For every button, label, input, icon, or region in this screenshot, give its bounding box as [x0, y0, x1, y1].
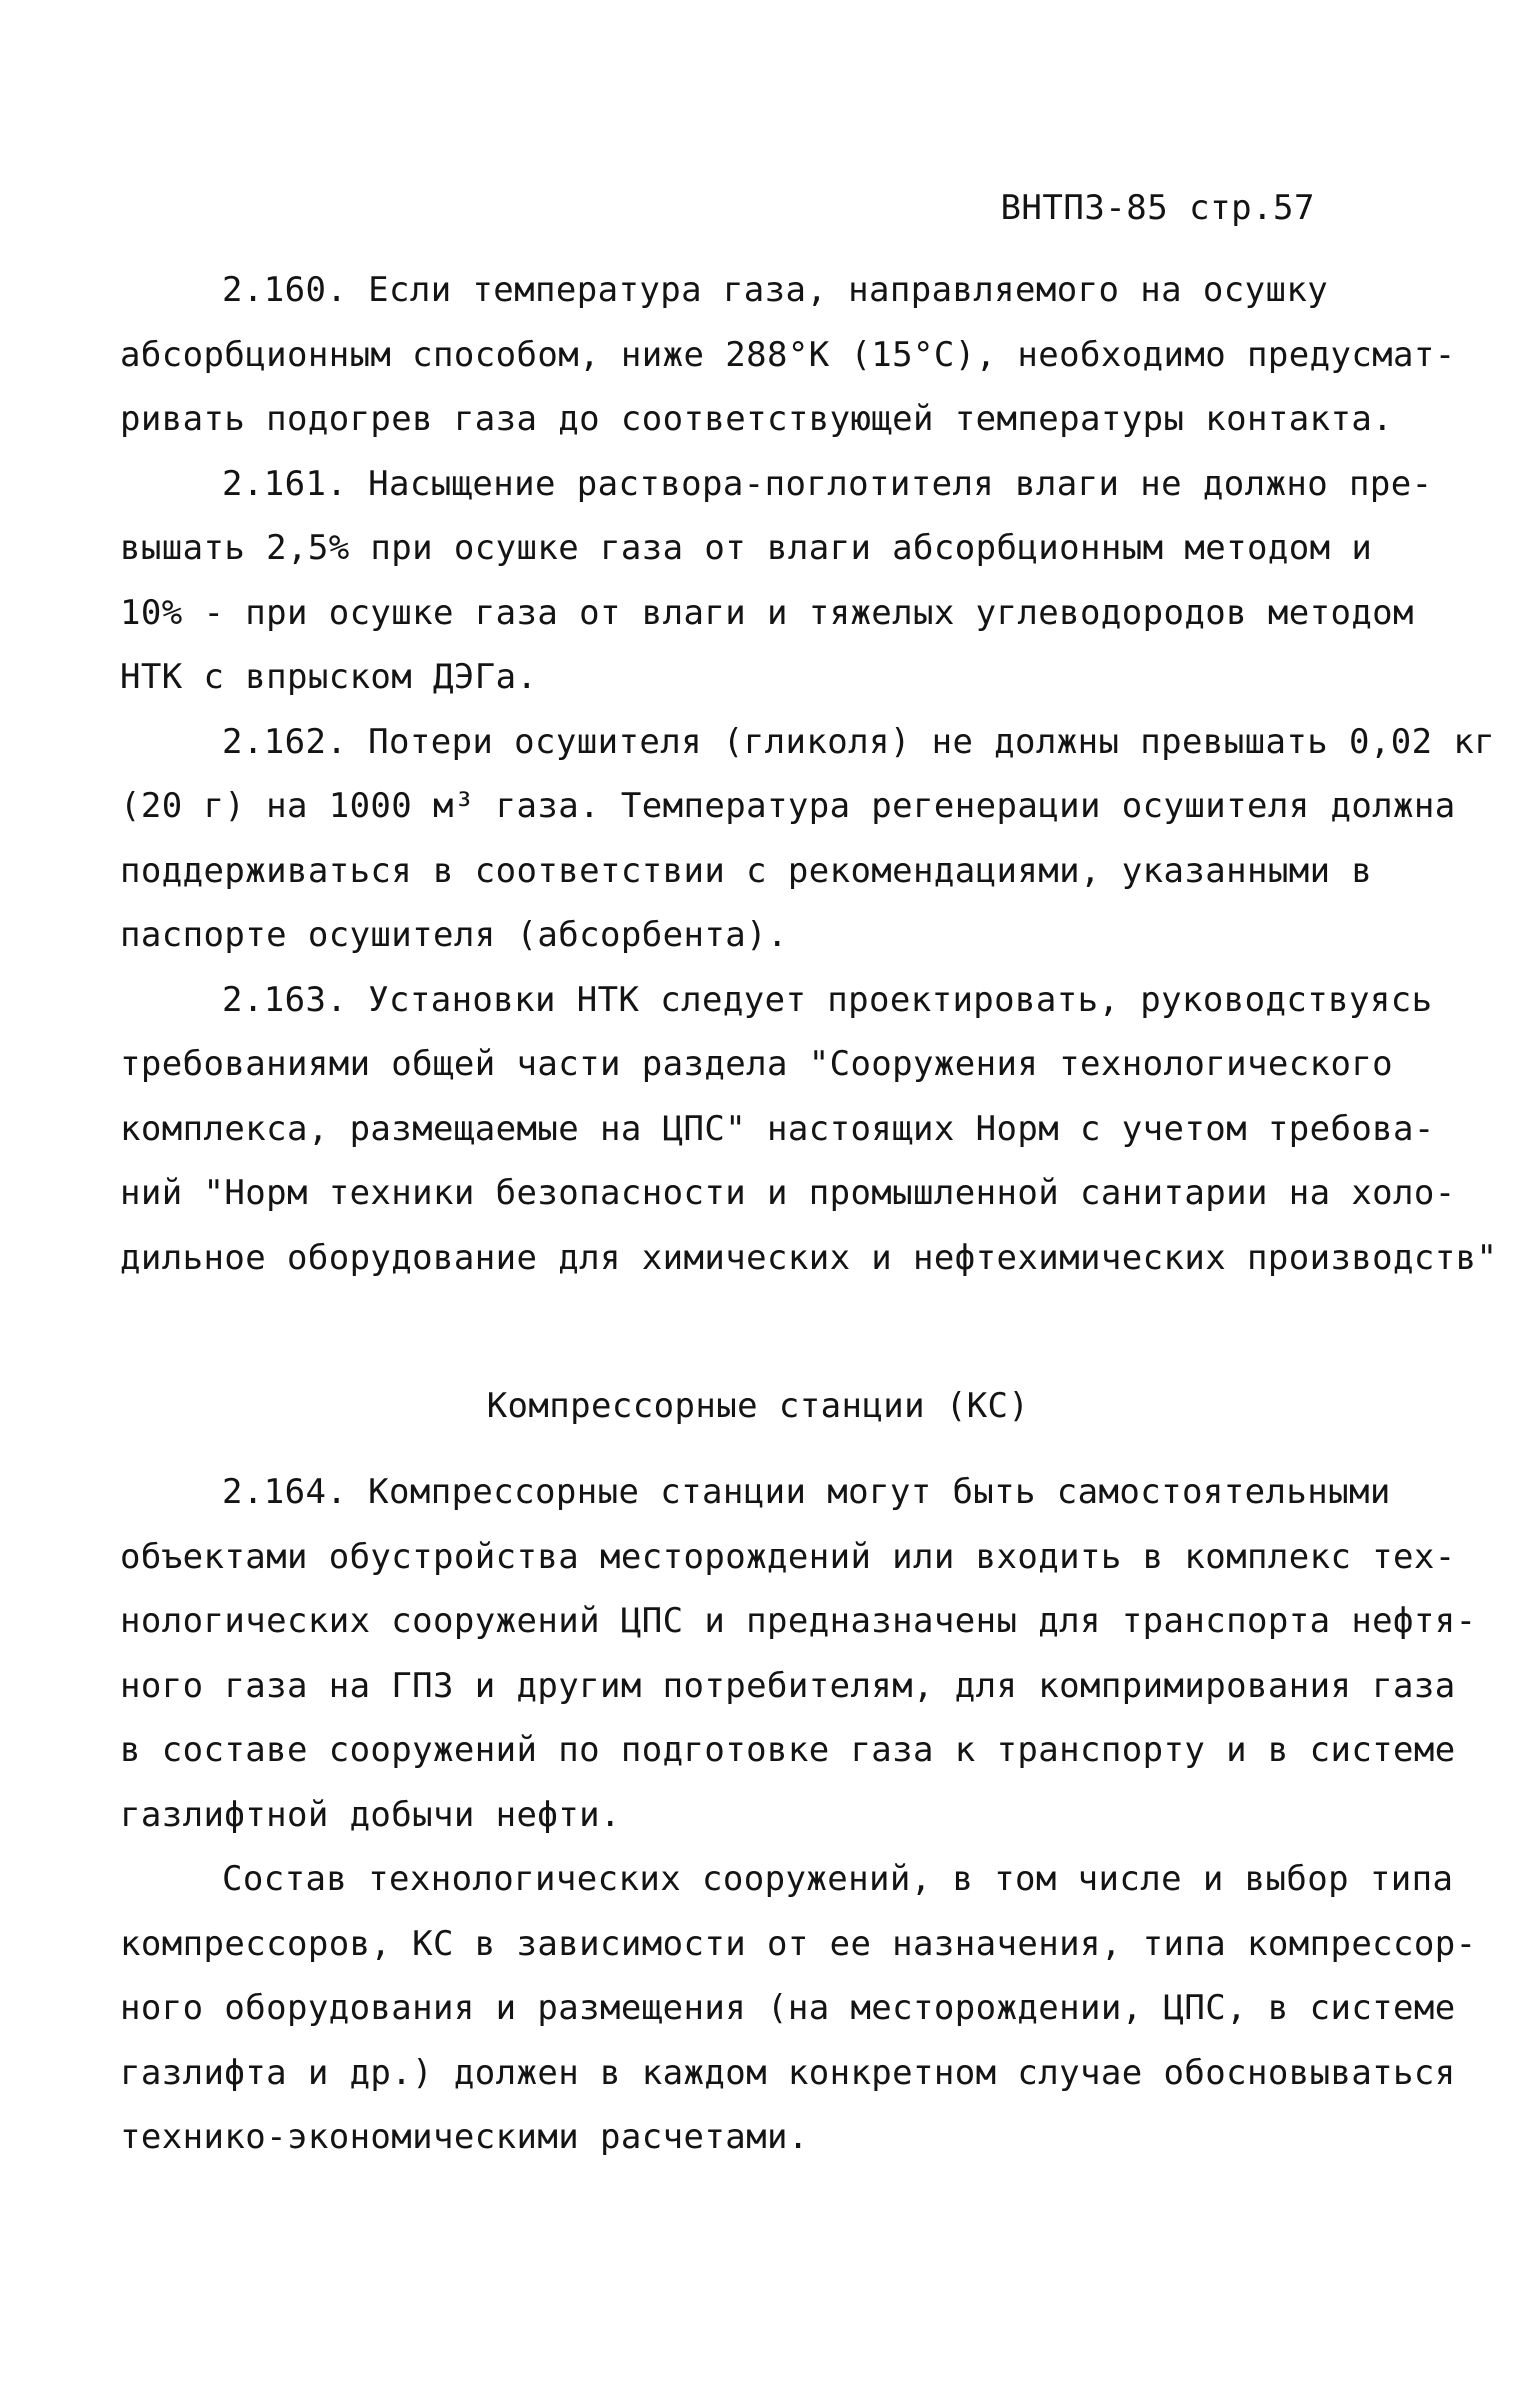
text-block-lower [120, 1460, 1477, 2170]
paragraph-composition-line: ного оборудования и размещения (на месторождении, ЦПС, в системе [120, 1988, 1456, 2028]
paragraph-2-162-line: 2.162. Потери осушителя (гликоля) не должны превышать 0,02 кг [222, 721, 1496, 762]
paragraph-2-164-line: 2.164. Компрессорные станции могут быть самостоятельными [222, 1472, 1391, 1512]
paragraph-2-164-line: нологических сооружений ЦПС и предназначены для транспорта нефтя- [120, 1601, 1477, 1641]
paragraph-2-164-line: в составе сооружений по подготовке газа к транспорту и в системе [120, 1730, 1456, 1770]
paragraph-2-164-line: ного газа на ГПЗ и другим потребителям, для компримирования газа [120, 1665, 1456, 1706]
paragraph-2-160-line: абсорбционным способом, ниже 288°К (15°С), необходимо предусмат- [120, 334, 1456, 375]
paragraph-2-161-line: НТК с впрыском ДЭГа. [120, 657, 538, 697]
paragraph-2-163-line: требованиями общей части раздела "Сооружения технологического [120, 1044, 1394, 1084]
paragraph-2-162-line: (20 г) на 1000 м³ газа. Температура регенерации осушителя должна [120, 786, 1456, 826]
paragraph-composition-line: компрессоров, КС в зависимости от ее назначения, типа компрессор- [120, 1923, 1477, 1964]
paragraph-2-163-line: ний "Норм техники безопасности и промышленной санитарии на холо- [120, 1173, 1456, 1213]
paragraph-2-160-line: ривать подогрев газа до соответствующей температуры контакта. [120, 399, 1394, 439]
paragraph-2-162-line: паспорте осушителя (абсорбента). [120, 915, 788, 955]
paragraph-2-161-line: вышать 2,5% при осушке газа от влаги абсорбционным методом и [120, 528, 1373, 568]
paragraph-2-162-line: поддерживаться в соответствии с рекомендациями, указанными в [120, 850, 1373, 891]
paragraph-2-163-line: дильное оборудование для химических и нефтехимических производств" [120, 1237, 1498, 1278]
section-heading: Компрессорные станции (КС) [486, 1386, 1030, 1426]
paragraph-2-164-line: газлифтной добычи нефти. [120, 1794, 621, 1835]
paragraph-2-161-line: 2.161. Насыщение раствора-поглотителя влаги не должно пре- [222, 463, 1433, 504]
paragraph-composition-line: технико-экономическими расчетами. [120, 2117, 809, 2157]
paragraph-composition-line: Состав технологических сооружений, в том числе и выбор типа [222, 1859, 1454, 1899]
paragraph-2-164-line: объектами обустройства месторождений или входить в комплекс тех- [120, 1536, 1456, 1577]
paragraph-2-160-line: 2.160. Если температура газа, направляемого на осушку [222, 270, 1329, 310]
text-block-upper [120, 258, 1498, 1290]
paragraph-2-163-line: 2.163. Установки НТК следует проектировать, руководствуясь [222, 979, 1433, 1020]
paragraph-2-161-line: 10% - при осушке газа от влаги и тяжелых углеводородов методом [120, 592, 1414, 633]
page-header-doc-ref: ВНТПЗ-85 стр.57 [1000, 188, 1315, 228]
paragraph-2-163-line: комплекса, размещаемые на ЦПС" настоящих Норм с учетом требова- [120, 1108, 1435, 1149]
paragraph-composition-line: газлифта и др.) должен в каждом конкретном случае обосновываться [120, 2052, 1456, 2093]
